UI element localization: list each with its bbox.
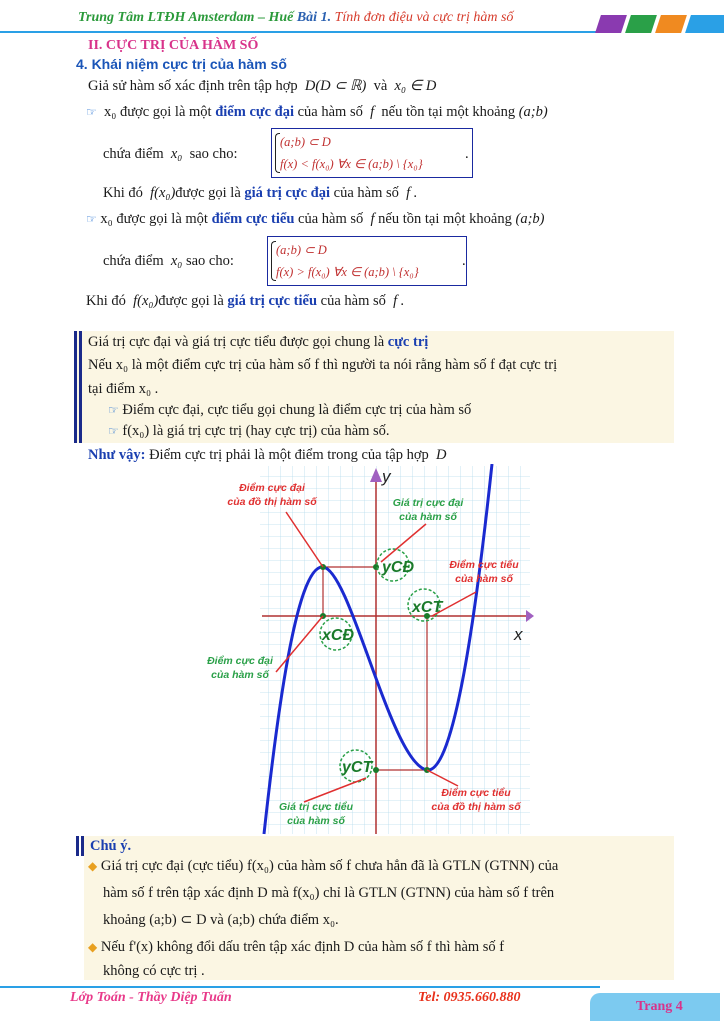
page-number: Trang 4: [636, 999, 683, 1014]
extremum-graph: [196, 464, 534, 836]
section-title: II. CỰC TRỊ CỦA HÀM SỐ: [88, 38, 259, 53]
intro-line: Giả sử hàm số xác định trên tập hợp D(D ⊂ ℝ) và x₀ ∈ D: [88, 78, 437, 94]
lbl-min-fn-2: của hàm số: [455, 573, 513, 585]
footer-rule: [0, 986, 600, 988]
box-line-2: Nếu x₀ là một điểm cực trị của hàm số f thì người ta nói rằng hàm số f đạt cực trị: [88, 357, 558, 373]
footer-left: Lớp Toán - Thầy Diệp Tuấn: [70, 990, 232, 1005]
pen-icon: ☞: [108, 424, 119, 438]
header-block: [625, 15, 657, 33]
note-p1-a: ◆ Giá trị cực đại (cực tiểu) f(x₀) của hàm số f chưa hẳn đã là GTLN (GTNN) của: [88, 858, 559, 874]
note-p1-b: hàm số f trên tập xác định D mà f(x₀) chỉ là GTLN (GTNN) của hàm số f trên: [103, 885, 555, 901]
x-axis-label: x: [514, 625, 523, 644]
pen-icon: ☞: [86, 105, 97, 119]
min-value-line: Khi đó f(x₀)được gọi là giá trị cực tiểu của hàm số f .: [86, 293, 405, 309]
lbl-min-fn-1: Điểm cực tiểu: [449, 559, 519, 571]
pen-icon: ☞: [86, 212, 97, 226]
header-block: [685, 15, 724, 33]
grid-background: [260, 466, 530, 834]
max-definition-line: ☞ x₀ được gọi là một điểm cực đại của hàm số f nếu tồn tại một khoảng (a;b): [86, 104, 548, 120]
lbl-max-fn-1: Điểm cực đại: [207, 655, 273, 667]
lbl-min-value-2: của hàm số: [287, 815, 345, 827]
lbl-max-value-1: Giá trị cực đại: [392, 497, 464, 509]
box-line-1: Giá trị cực đại và giá trị cực tiểu được gọi chung là cực trị: [88, 334, 429, 350]
header-block: [595, 15, 627, 33]
lbl-min-graph-2: của đồ thị hàm số: [431, 801, 521, 813]
box-bullet-1: ☞ Điểm cực đại, cực tiểu gọi chung là điểm cực trị của hàm số: [108, 402, 472, 418]
ycd-label: yCĐ: [382, 559, 415, 576]
note-p2-a: ◆ Nếu f'(x) không đổi dấu trên tập xác định D của hàm số f thì hàm số f: [88, 939, 505, 955]
diamond-icon: ◆: [88, 859, 98, 873]
lbl-max-point-2: của đồ thị hàm số: [227, 496, 317, 508]
max-value-line: Khi đó f(x₀)được gọi là giá trị cực đại của hàm số f .: [103, 185, 418, 201]
lesson-number: Bài 1.: [296, 10, 332, 25]
box-line-3: tại điểm x₀ .: [88, 381, 159, 397]
diamond-icon: ◆: [88, 940, 98, 954]
pen-icon: ☞: [108, 403, 119, 417]
header-rule: [0, 31, 600, 33]
xcd-label: xCĐ: [322, 627, 355, 644]
header-block: [655, 15, 687, 33]
min-condition-box: (a;b) ⊂ D f(x) > f(x₀) ∀x ∈ (a;b) \ {x₀}: [267, 236, 467, 286]
xct-label: xCT: [412, 599, 443, 616]
box-bar: [79, 331, 82, 443]
note-p2-b: không có cực trị .: [103, 963, 205, 979]
lbl-min-value-1: Giá trị cực tiểu: [278, 801, 354, 813]
lbl-max-point-1: Điểm cực đại: [239, 482, 305, 494]
min-definition-line: ☞ x₀ được gọi là một điểm cực tiểu của hàm số f nếu tồn tại một khoảng (a;b): [86, 211, 545, 227]
box-bullet-2: ☞ f(x₀) là giá trị cực trị (hay cực trị) của hàm số.: [108, 423, 390, 439]
note-title: Chú ý.: [90, 838, 132, 854]
center-name: Trung Tâm LTĐH Amsterdam – Huế: [78, 10, 294, 25]
min-condition-lead: chứa điểm x₀ sao cho:: [103, 253, 234, 269]
lesson-title: Tính đơn điệu và cực trị hàm số: [334, 10, 514, 25]
lbl-max-value-2: của hàm số: [399, 511, 457, 523]
footer-right: Tel: 0935.660.880: [418, 990, 521, 1005]
lbl-min-graph-1: Điểm cực tiểu: [441, 787, 511, 799]
subsection-title: 4. Khái niệm cực trị của hàm số: [76, 56, 287, 72]
header-title: [78, 10, 513, 26]
note-p1-c: khoảng (a;b) ⊂ D và (a;b) chứa điểm x₀.: [103, 912, 339, 928]
summary-line: Như vậy: Điểm cực trị phải là một điểm trong của tập hợp D: [88, 447, 447, 463]
yct-label: yCT: [342, 759, 373, 776]
y-axis-label: y: [382, 467, 391, 486]
yct-point: [373, 767, 379, 773]
lbl-max-fn-2: của hàm số: [211, 669, 269, 681]
max-condition-box: (a;b) ⊂ D f(x) < f(x₀) ∀x ∈ (a;b) \ {x₀}: [271, 128, 473, 178]
box-bar: [74, 331, 77, 443]
max-condition-lead: chứa điểm x₀ sao cho:: [103, 146, 238, 162]
